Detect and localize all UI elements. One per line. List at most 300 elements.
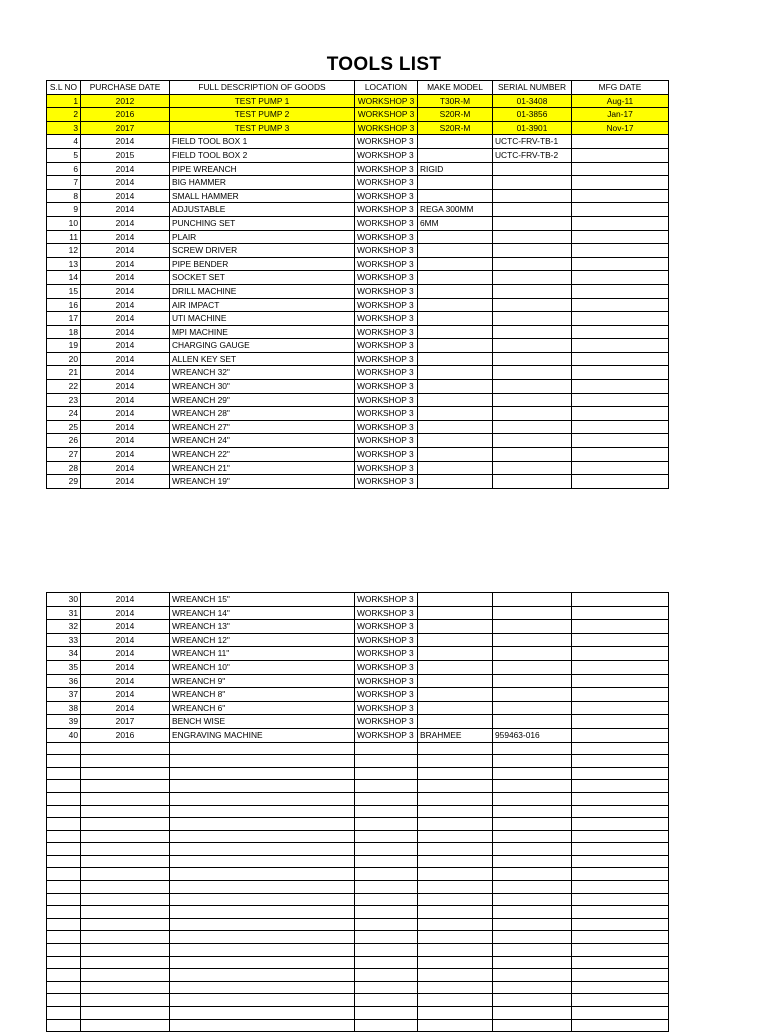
- cell-sl-no[interactable]: [47, 1019, 81, 1032]
- cell-serial-number[interactable]: [493, 956, 572, 969]
- cell-sl-no[interactable]: 15: [47, 284, 81, 298]
- cell-make-model[interactable]: [418, 647, 493, 661]
- cell-make-model[interactable]: [418, 674, 493, 688]
- cell-purchase-date[interactable]: 2015: [81, 148, 170, 162]
- cell-make-model[interactable]: [418, 893, 493, 906]
- cell-sl-no[interactable]: [47, 1007, 81, 1020]
- cell-make-model[interactable]: [418, 312, 493, 326]
- cell-serial-number[interactable]: [493, 931, 572, 944]
- cell-purchase-date[interactable]: 2014: [81, 674, 170, 688]
- cell-location[interactable]: WORKSHOP 3: [355, 162, 418, 176]
- cell-make-model[interactable]: [418, 380, 493, 394]
- cell-description[interactable]: [170, 792, 355, 805]
- cell-mfg-date[interactable]: [572, 298, 669, 312]
- cell-serial-number[interactable]: 01-3901: [493, 121, 572, 135]
- cell-purchase-date[interactable]: 2016: [81, 108, 170, 122]
- cell-mfg-date[interactable]: [572, 742, 669, 755]
- cell-mfg-date[interactable]: [572, 969, 669, 982]
- cell-sl-no[interactable]: 11: [47, 230, 81, 244]
- cell-mfg-date[interactable]: [572, 843, 669, 856]
- cell-make-model[interactable]: S20R-M: [418, 108, 493, 122]
- cell-location[interactable]: WORKSHOP 3: [355, 475, 418, 489]
- cell-mfg-date[interactable]: [572, 715, 669, 729]
- cell-make-model[interactable]: [418, 620, 493, 634]
- cell-sl-no[interactable]: [47, 906, 81, 919]
- cell-mfg-date[interactable]: [572, 135, 669, 149]
- cell-purchase-date[interactable]: 2014: [81, 461, 170, 475]
- cell-serial-number[interactable]: [493, 393, 572, 407]
- cell-mfg-date[interactable]: [572, 448, 669, 462]
- cell-description[interactable]: WREANCH 27": [170, 420, 355, 434]
- cell-serial-number[interactable]: [493, 715, 572, 729]
- cell-location[interactable]: WORKSHOP 3: [355, 230, 418, 244]
- cell-sl-no[interactable]: 40: [47, 728, 81, 742]
- cell-sl-no[interactable]: 24: [47, 407, 81, 421]
- cell-location[interactable]: [355, 931, 418, 944]
- cell-description[interactable]: DRILL MACHINE: [170, 284, 355, 298]
- cell-description[interactable]: [170, 969, 355, 982]
- cell-mfg-date[interactable]: [572, 339, 669, 353]
- cell-mfg-date[interactable]: [572, 230, 669, 244]
- cell-serial-number[interactable]: [493, 620, 572, 634]
- cell-description[interactable]: PIPE BENDER: [170, 257, 355, 271]
- cell-sl-no[interactable]: 28: [47, 461, 81, 475]
- cell-make-model[interactable]: [418, 393, 493, 407]
- cell-make-model[interactable]: [418, 420, 493, 434]
- cell-description[interactable]: WREANCH 6": [170, 701, 355, 715]
- cell-description[interactable]: WREANCH 13": [170, 620, 355, 634]
- cell-sl-no[interactable]: 29: [47, 475, 81, 489]
- cell-location[interactable]: WORKSHOP 3: [355, 216, 418, 230]
- cell-purchase-date[interactable]: [81, 868, 170, 881]
- cell-purchase-date[interactable]: 2014: [81, 366, 170, 380]
- cell-purchase-date[interactable]: 2014: [81, 352, 170, 366]
- cell-description[interactable]: [170, 881, 355, 894]
- cell-sl-no[interactable]: 2: [47, 108, 81, 122]
- cell-mfg-date[interactable]: [572, 620, 669, 634]
- cell-description[interactable]: WREANCH 22": [170, 448, 355, 462]
- cell-description[interactable]: [170, 780, 355, 793]
- cell-purchase-date[interactable]: 2014: [81, 647, 170, 661]
- cell-description[interactable]: ENGRAVING MACHINE: [170, 728, 355, 742]
- cell-description[interactable]: WREANCH 30": [170, 380, 355, 394]
- cell-location[interactable]: [355, 893, 418, 906]
- cell-sl-no[interactable]: [47, 868, 81, 881]
- cell-description[interactable]: WREANCH 14": [170, 606, 355, 620]
- header-purchase-date[interactable]: PURCHASE DATE: [81, 81, 170, 95]
- cell-sl-no[interactable]: 17: [47, 312, 81, 326]
- cell-description[interactable]: WREANCH 8": [170, 688, 355, 702]
- cell-serial-number[interactable]: [493, 944, 572, 957]
- cell-purchase-date[interactable]: [81, 805, 170, 818]
- cell-serial-number[interactable]: [493, 818, 572, 831]
- cell-mfg-date[interactable]: [572, 407, 669, 421]
- header-description[interactable]: FULL DESCRIPTION OF GOODS: [170, 81, 355, 95]
- cell-sl-no[interactable]: 34: [47, 647, 81, 661]
- cell-serial-number[interactable]: [493, 918, 572, 931]
- cell-make-model[interactable]: [418, 284, 493, 298]
- cell-purchase-date[interactable]: 2014: [81, 162, 170, 176]
- cell-purchase-date[interactable]: 2014: [81, 284, 170, 298]
- cell-sl-no[interactable]: 13: [47, 257, 81, 271]
- cell-description[interactable]: TEST PUMP 2: [170, 108, 355, 122]
- cell-location[interactable]: WORKSHOP 3: [355, 203, 418, 217]
- cell-description[interactable]: [170, 767, 355, 780]
- cell-mfg-date[interactable]: [572, 216, 669, 230]
- cell-make-model[interactable]: [418, 339, 493, 353]
- cell-location[interactable]: WORKSHOP 3: [355, 448, 418, 462]
- cell-mfg-date[interactable]: [572, 805, 669, 818]
- cell-sl-no[interactable]: 22: [47, 380, 81, 394]
- cell-description[interactable]: CHARGING GAUGE: [170, 339, 355, 353]
- cell-description[interactable]: ADJUSTABLE: [170, 203, 355, 217]
- cell-make-model[interactable]: [418, 407, 493, 421]
- cell-mfg-date[interactable]: [572, 855, 669, 868]
- cell-location[interactable]: WORKSHOP 3: [355, 271, 418, 285]
- cell-location[interactable]: [355, 994, 418, 1007]
- cell-sl-no[interactable]: [47, 855, 81, 868]
- cell-serial-number[interactable]: [493, 380, 572, 394]
- cell-sl-no[interactable]: 26: [47, 434, 81, 448]
- cell-purchase-date[interactable]: [81, 792, 170, 805]
- cell-purchase-date[interactable]: 2014: [81, 189, 170, 203]
- cell-description[interactable]: PLAIR: [170, 230, 355, 244]
- cell-serial-number[interactable]: UCTC-FRV-TB-1: [493, 135, 572, 149]
- cell-serial-number[interactable]: [493, 257, 572, 271]
- cell-mfg-date[interactable]: [572, 325, 669, 339]
- cell-mfg-date[interactable]: [572, 475, 669, 489]
- cell-make-model[interactable]: [418, 352, 493, 366]
- cell-sl-no[interactable]: 3: [47, 121, 81, 135]
- cell-serial-number[interactable]: 959463-016: [493, 728, 572, 742]
- cell-make-model[interactable]: [418, 448, 493, 462]
- cell-make-model[interactable]: [418, 818, 493, 831]
- cell-location[interactable]: WORKSHOP 3: [355, 189, 418, 203]
- cell-serial-number[interactable]: [493, 298, 572, 312]
- cell-description[interactable]: WREANCH 19": [170, 475, 355, 489]
- cell-description[interactable]: WREANCH 11": [170, 647, 355, 661]
- cell-serial-number[interactable]: [493, 805, 572, 818]
- cell-description[interactable]: SMALL HAMMER: [170, 189, 355, 203]
- cell-mfg-date[interactable]: [572, 271, 669, 285]
- cell-make-model[interactable]: RIGID: [418, 162, 493, 176]
- cell-location[interactable]: [355, 830, 418, 843]
- cell-purchase-date[interactable]: [81, 755, 170, 768]
- cell-mfg-date[interactable]: [572, 244, 669, 258]
- cell-description[interactable]: WREANCH 12": [170, 633, 355, 647]
- cell-mfg-date[interactable]: [572, 931, 669, 944]
- cell-mfg-date[interactable]: [572, 284, 669, 298]
- cell-serial-number[interactable]: [493, 674, 572, 688]
- cell-sl-no[interactable]: 36: [47, 674, 81, 688]
- cell-make-model[interactable]: [418, 755, 493, 768]
- cell-serial-number[interactable]: [493, 780, 572, 793]
- cell-purchase-date[interactable]: [81, 931, 170, 944]
- cell-sl-no[interactable]: [47, 780, 81, 793]
- cell-purchase-date[interactable]: 2014: [81, 339, 170, 353]
- cell-serial-number[interactable]: [493, 475, 572, 489]
- cell-location[interactable]: WORKSHOP 3: [355, 688, 418, 702]
- cell-make-model[interactable]: [418, 944, 493, 957]
- cell-sl-no[interactable]: 10: [47, 216, 81, 230]
- cell-purchase-date[interactable]: 2014: [81, 135, 170, 149]
- cell-description[interactable]: BENCH WISE: [170, 715, 355, 729]
- cell-serial-number[interactable]: [493, 906, 572, 919]
- cell-purchase-date[interactable]: [81, 969, 170, 982]
- cell-purchase-date[interactable]: 2014: [81, 407, 170, 421]
- cell-purchase-date[interactable]: [81, 944, 170, 957]
- cell-location[interactable]: WORKSHOP 3: [355, 674, 418, 688]
- cell-serial-number[interactable]: [493, 203, 572, 217]
- cell-location[interactable]: [355, 881, 418, 894]
- cell-make-model[interactable]: [418, 660, 493, 674]
- cell-purchase-date[interactable]: 2014: [81, 176, 170, 190]
- cell-description[interactable]: [170, 956, 355, 969]
- cell-make-model[interactable]: [418, 881, 493, 894]
- cell-mfg-date[interactable]: [572, 701, 669, 715]
- cell-sl-no[interactable]: [47, 893, 81, 906]
- header-location[interactable]: LOCATION: [355, 81, 418, 95]
- cell-make-model[interactable]: T30R-M: [418, 94, 493, 108]
- cell-description[interactable]: PIPE WREANCH: [170, 162, 355, 176]
- cell-serial-number[interactable]: [493, 881, 572, 894]
- cell-mfg-date[interactable]: [572, 148, 669, 162]
- cell-location[interactable]: WORKSHOP 3: [355, 244, 418, 258]
- cell-purchase-date[interactable]: 2014: [81, 325, 170, 339]
- cell-location[interactable]: WORKSHOP 3: [355, 593, 418, 607]
- cell-description[interactable]: TEST PUMP 3: [170, 121, 355, 135]
- cell-purchase-date[interactable]: 2014: [81, 434, 170, 448]
- cell-sl-no[interactable]: [47, 944, 81, 957]
- cell-purchase-date[interactable]: 2014: [81, 312, 170, 326]
- cell-mfg-date[interactable]: [572, 434, 669, 448]
- cell-serial-number[interactable]: [493, 606, 572, 620]
- cell-serial-number[interactable]: [493, 216, 572, 230]
- cell-mfg-date[interactable]: [572, 981, 669, 994]
- cell-make-model[interactable]: [418, 176, 493, 190]
- cell-make-model[interactable]: [418, 257, 493, 271]
- cell-sl-no[interactable]: 4: [47, 135, 81, 149]
- cell-sl-no[interactable]: [47, 792, 81, 805]
- cell-description[interactable]: AIR IMPACT: [170, 298, 355, 312]
- cell-sl-no[interactable]: [47, 931, 81, 944]
- cell-description[interactable]: [170, 931, 355, 944]
- cell-description[interactable]: TEST PUMP 1: [170, 94, 355, 108]
- cell-serial-number[interactable]: [493, 893, 572, 906]
- cell-mfg-date[interactable]: [572, 728, 669, 742]
- cell-serial-number[interactable]: [493, 366, 572, 380]
- cell-location[interactable]: WORKSHOP 3: [355, 434, 418, 448]
- cell-mfg-date[interactable]: [572, 366, 669, 380]
- cell-sl-no[interactable]: 6: [47, 162, 81, 176]
- cell-sl-no[interactable]: 18: [47, 325, 81, 339]
- cell-sl-no[interactable]: 5: [47, 148, 81, 162]
- cell-description[interactable]: [170, 893, 355, 906]
- cell-description[interactable]: WREANCH 9": [170, 674, 355, 688]
- cell-description[interactable]: MPI MACHINE: [170, 325, 355, 339]
- cell-sl-no[interactable]: 9: [47, 203, 81, 217]
- cell-purchase-date[interactable]: 2014: [81, 448, 170, 462]
- cell-make-model[interactable]: [418, 701, 493, 715]
- cell-location[interactable]: WORKSHOP 3: [355, 660, 418, 674]
- cell-purchase-date[interactable]: [81, 881, 170, 894]
- cell-location[interactable]: [355, 780, 418, 793]
- cell-mfg-date[interactable]: [572, 176, 669, 190]
- cell-mfg-date[interactable]: [572, 767, 669, 780]
- cell-make-model[interactable]: [418, 843, 493, 856]
- cell-serial-number[interactable]: [493, 792, 572, 805]
- header-sl-no[interactable]: S.L NO: [47, 81, 81, 95]
- cell-description[interactable]: SCREW DRIVER: [170, 244, 355, 258]
- cell-mfg-date[interactable]: Jan-17: [572, 108, 669, 122]
- cell-description[interactable]: [170, 855, 355, 868]
- cell-description[interactable]: WREANCH 21": [170, 461, 355, 475]
- cell-purchase-date[interactable]: 2014: [81, 620, 170, 634]
- cell-mfg-date[interactable]: [572, 420, 669, 434]
- header-mfg-date[interactable]: MFG DATE: [572, 81, 669, 95]
- cell-purchase-date[interactable]: [81, 906, 170, 919]
- cell-serial-number[interactable]: [493, 755, 572, 768]
- cell-mfg-date[interactable]: [572, 674, 669, 688]
- cell-make-model[interactable]: REGA 300MM: [418, 203, 493, 217]
- cell-sl-no[interactable]: 12: [47, 244, 81, 258]
- cell-make-model[interactable]: [418, 780, 493, 793]
- cell-make-model[interactable]: [418, 868, 493, 881]
- cell-make-model[interactable]: [418, 742, 493, 755]
- cell-serial-number[interactable]: [493, 284, 572, 298]
- cell-purchase-date[interactable]: 2017: [81, 715, 170, 729]
- cell-serial-number[interactable]: [493, 189, 572, 203]
- cell-description[interactable]: SOCKET SET: [170, 271, 355, 285]
- cell-location[interactable]: WORKSHOP 3: [355, 715, 418, 729]
- header-serial-number[interactable]: SERIAL NUMBER: [493, 81, 572, 95]
- cell-make-model[interactable]: [418, 189, 493, 203]
- cell-sl-no[interactable]: 38: [47, 701, 81, 715]
- cell-description[interactable]: [170, 1019, 355, 1032]
- cell-make-model[interactable]: [418, 981, 493, 994]
- cell-purchase-date[interactable]: [81, 855, 170, 868]
- cell-description[interactable]: [170, 742, 355, 755]
- cell-location[interactable]: [355, 956, 418, 969]
- cell-purchase-date[interactable]: 2014: [81, 393, 170, 407]
- cell-location[interactable]: WORKSHOP 3: [355, 108, 418, 122]
- cell-mfg-date[interactable]: [572, 994, 669, 1007]
- cell-mfg-date[interactable]: [572, 461, 669, 475]
- cell-serial-number[interactable]: [493, 448, 572, 462]
- cell-mfg-date[interactable]: [572, 755, 669, 768]
- cell-description[interactable]: [170, 994, 355, 1007]
- cell-purchase-date[interactable]: 2014: [81, 475, 170, 489]
- cell-make-model[interactable]: [418, 792, 493, 805]
- cell-sl-no[interactable]: [47, 843, 81, 856]
- cell-sl-no[interactable]: 37: [47, 688, 81, 702]
- cell-sl-no[interactable]: [47, 755, 81, 768]
- cell-sl-no[interactable]: 33: [47, 633, 81, 647]
- cell-make-model[interactable]: [418, 830, 493, 843]
- cell-purchase-date[interactable]: 2014: [81, 660, 170, 674]
- cell-purchase-date[interactable]: 2014: [81, 593, 170, 607]
- cell-mfg-date[interactable]: [572, 830, 669, 843]
- cell-serial-number[interactable]: [493, 660, 572, 674]
- cell-purchase-date[interactable]: [81, 1019, 170, 1032]
- cell-make-model[interactable]: [418, 148, 493, 162]
- cell-sl-no[interactable]: 21: [47, 366, 81, 380]
- cell-purchase-date[interactable]: 2014: [81, 203, 170, 217]
- cell-serial-number[interactable]: 01-3856: [493, 108, 572, 122]
- cell-serial-number[interactable]: [493, 352, 572, 366]
- cell-make-model[interactable]: [418, 805, 493, 818]
- cell-purchase-date[interactable]: 2014: [81, 257, 170, 271]
- cell-make-model[interactable]: [418, 767, 493, 780]
- cell-location[interactable]: WORKSHOP 3: [355, 298, 418, 312]
- cell-serial-number[interactable]: [493, 830, 572, 843]
- cell-location[interactable]: WORKSHOP 3: [355, 121, 418, 135]
- cell-purchase-date[interactable]: 2012: [81, 94, 170, 108]
- cell-mfg-date[interactable]: [572, 881, 669, 894]
- cell-serial-number[interactable]: [493, 855, 572, 868]
- cell-location[interactable]: WORKSHOP 3: [355, 701, 418, 715]
- cell-location[interactable]: WORKSHOP 3: [355, 325, 418, 339]
- cell-location[interactable]: [355, 981, 418, 994]
- cell-sl-no[interactable]: 31: [47, 606, 81, 620]
- cell-location[interactable]: WORKSHOP 3: [355, 176, 418, 190]
- cell-make-model[interactable]: [418, 918, 493, 931]
- cell-sl-no[interactable]: 23: [47, 393, 81, 407]
- cell-make-model[interactable]: [418, 931, 493, 944]
- cell-serial-number[interactable]: [493, 969, 572, 982]
- cell-sl-no[interactable]: 16: [47, 298, 81, 312]
- cell-description[interactable]: [170, 906, 355, 919]
- cell-make-model[interactable]: [418, 461, 493, 475]
- cell-location[interactable]: [355, 855, 418, 868]
- cell-mfg-date[interactable]: [572, 818, 669, 831]
- cell-description[interactable]: [170, 944, 355, 957]
- cell-description[interactable]: ALLEN KEY SET: [170, 352, 355, 366]
- cell-make-model[interactable]: [418, 956, 493, 969]
- cell-make-model[interactable]: [418, 606, 493, 620]
- cell-make-model[interactable]: [418, 969, 493, 982]
- cell-purchase-date[interactable]: [81, 981, 170, 994]
- cell-sl-no[interactable]: 19: [47, 339, 81, 353]
- cell-location[interactable]: [355, 969, 418, 982]
- cell-sl-no[interactable]: 20: [47, 352, 81, 366]
- cell-mfg-date[interactable]: [572, 380, 669, 394]
- cell-location[interactable]: WORKSHOP 3: [355, 647, 418, 661]
- cell-description[interactable]: BIG HAMMER: [170, 176, 355, 190]
- cell-purchase-date[interactable]: [81, 956, 170, 969]
- cell-mfg-date[interactable]: [572, 956, 669, 969]
- cell-mfg-date[interactable]: [572, 633, 669, 647]
- cell-description[interactable]: UTI MACHINE: [170, 312, 355, 326]
- cell-mfg-date[interactable]: [572, 606, 669, 620]
- cell-serial-number[interactable]: [493, 230, 572, 244]
- cell-make-model[interactable]: [418, 434, 493, 448]
- cell-location[interactable]: [355, 868, 418, 881]
- cell-serial-number[interactable]: [493, 420, 572, 434]
- cell-serial-number[interactable]: [493, 593, 572, 607]
- cell-purchase-date[interactable]: 2014: [81, 271, 170, 285]
- cell-purchase-date[interactable]: 2014: [81, 380, 170, 394]
- cell-mfg-date[interactable]: [572, 944, 669, 957]
- cell-serial-number[interactable]: [493, 325, 572, 339]
- cell-location[interactable]: WORKSHOP 3: [355, 339, 418, 353]
- cell-mfg-date[interactable]: [572, 868, 669, 881]
- cell-mfg-date[interactable]: [572, 352, 669, 366]
- cell-mfg-date[interactable]: [572, 1007, 669, 1020]
- cell-mfg-date[interactable]: [572, 393, 669, 407]
- cell-location[interactable]: [355, 1019, 418, 1032]
- cell-sl-no[interactable]: 27: [47, 448, 81, 462]
